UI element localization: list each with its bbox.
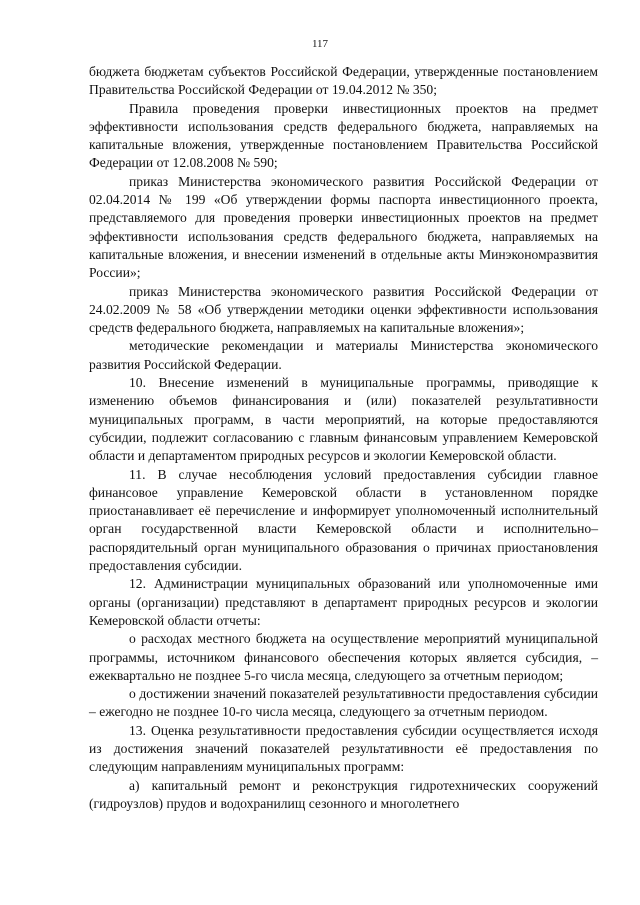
paragraph: 10. Внесение изменений в муниципальные программы, приводящие к изменению объемов финансирования и (или) показателей результативности муниципальных программ, в части мероприятий, на которые предоставляются субсидии, подлежит согласованию с главным финансовым управлением Кемеровской области и департаментом природных ресурсов и экологии Кемеровской области. [89,375,598,464]
paragraph: бюджета бюджетам субъектов Российской Федерации, утвержденные постановлением Правительства Российской Федерации от 19.04.2012 № 350; [89,64,598,98]
paragraph: Правила проведения проверки инвестиционных проектов на предмет эффективности использования средств федерального бюджета, направляемых на капитальные вложения, утвержденные постановлением Правительства Российской Федерации от 12.08.2008 № 590; [89,100,598,171]
page-number: 117 [311,38,329,50]
paragraph: 11. В случае несоблюдения условий предоставления субсидии главное финансовое управление Кемеровской области в установленном порядке приостанавливает её перечисление и информирует уполномоченный исполнительный орган государственной власти Кемеровской области и исполнительно–распорядительный орган муниципального образования о причинах приостановления предоставления субсидии. [89,466,598,574]
paragraph: о достижении значений показателей результативности предоставления субсидии – ежегодно не позднее 10-го числа месяца, следующего за отчетным периодом. [89,686,598,720]
paragraph: приказ Министерства экономического развития Российской Федерации от 24.02.2009 № 58 «Об утверждении методики оценки эффективности использования средств федерального бюджета, направляемых на капитальные вложения»; [89,283,598,336]
paragraph: 12. Администрации муниципальных образований или уполномоченные ими органы (организации) представляют в департамент природных ресурсов и экологии Кемеровской области отчеты: [89,576,598,628]
paragraph: 13. Оценка результативности предоставления субсидии осуществляется исходя из достижения значений показателей результативности её предоставления по следующим направлениям муниципальных программ: [89,722,598,775]
document-body [89,63,598,813]
paragraph: о расходах местного бюджета на осуществление мероприятий муниципальной программы, источником финансового обеспечения которых является субсидия, – ежеквартально не позднее 5-го числа месяца, следующего за отчетным периодом; [89,631,598,683]
paragraph: приказ Министерства экономического развития Российской Федерации от 02.04.2014 № 199 «Об утверждении формы паспорта инвестиционного проекта, представляемого для проведения проверки инвестиционных проектов на предмет эффективности использования средств федерального бюджета, направляемых на капитальные вложения, и внесении изменений в отдельные акты Минэкономразвития России»; [89,173,598,281]
paragraph: методические рекомендации и материалы Министерства экономического развития Российской Федерации. [89,338,598,372]
paragraph: а) капитальный ремонт и реконструкция гидротехнических сооружений (гидроузлов) прудов и водохранилищ сезонного и многолетнего [89,777,598,811]
